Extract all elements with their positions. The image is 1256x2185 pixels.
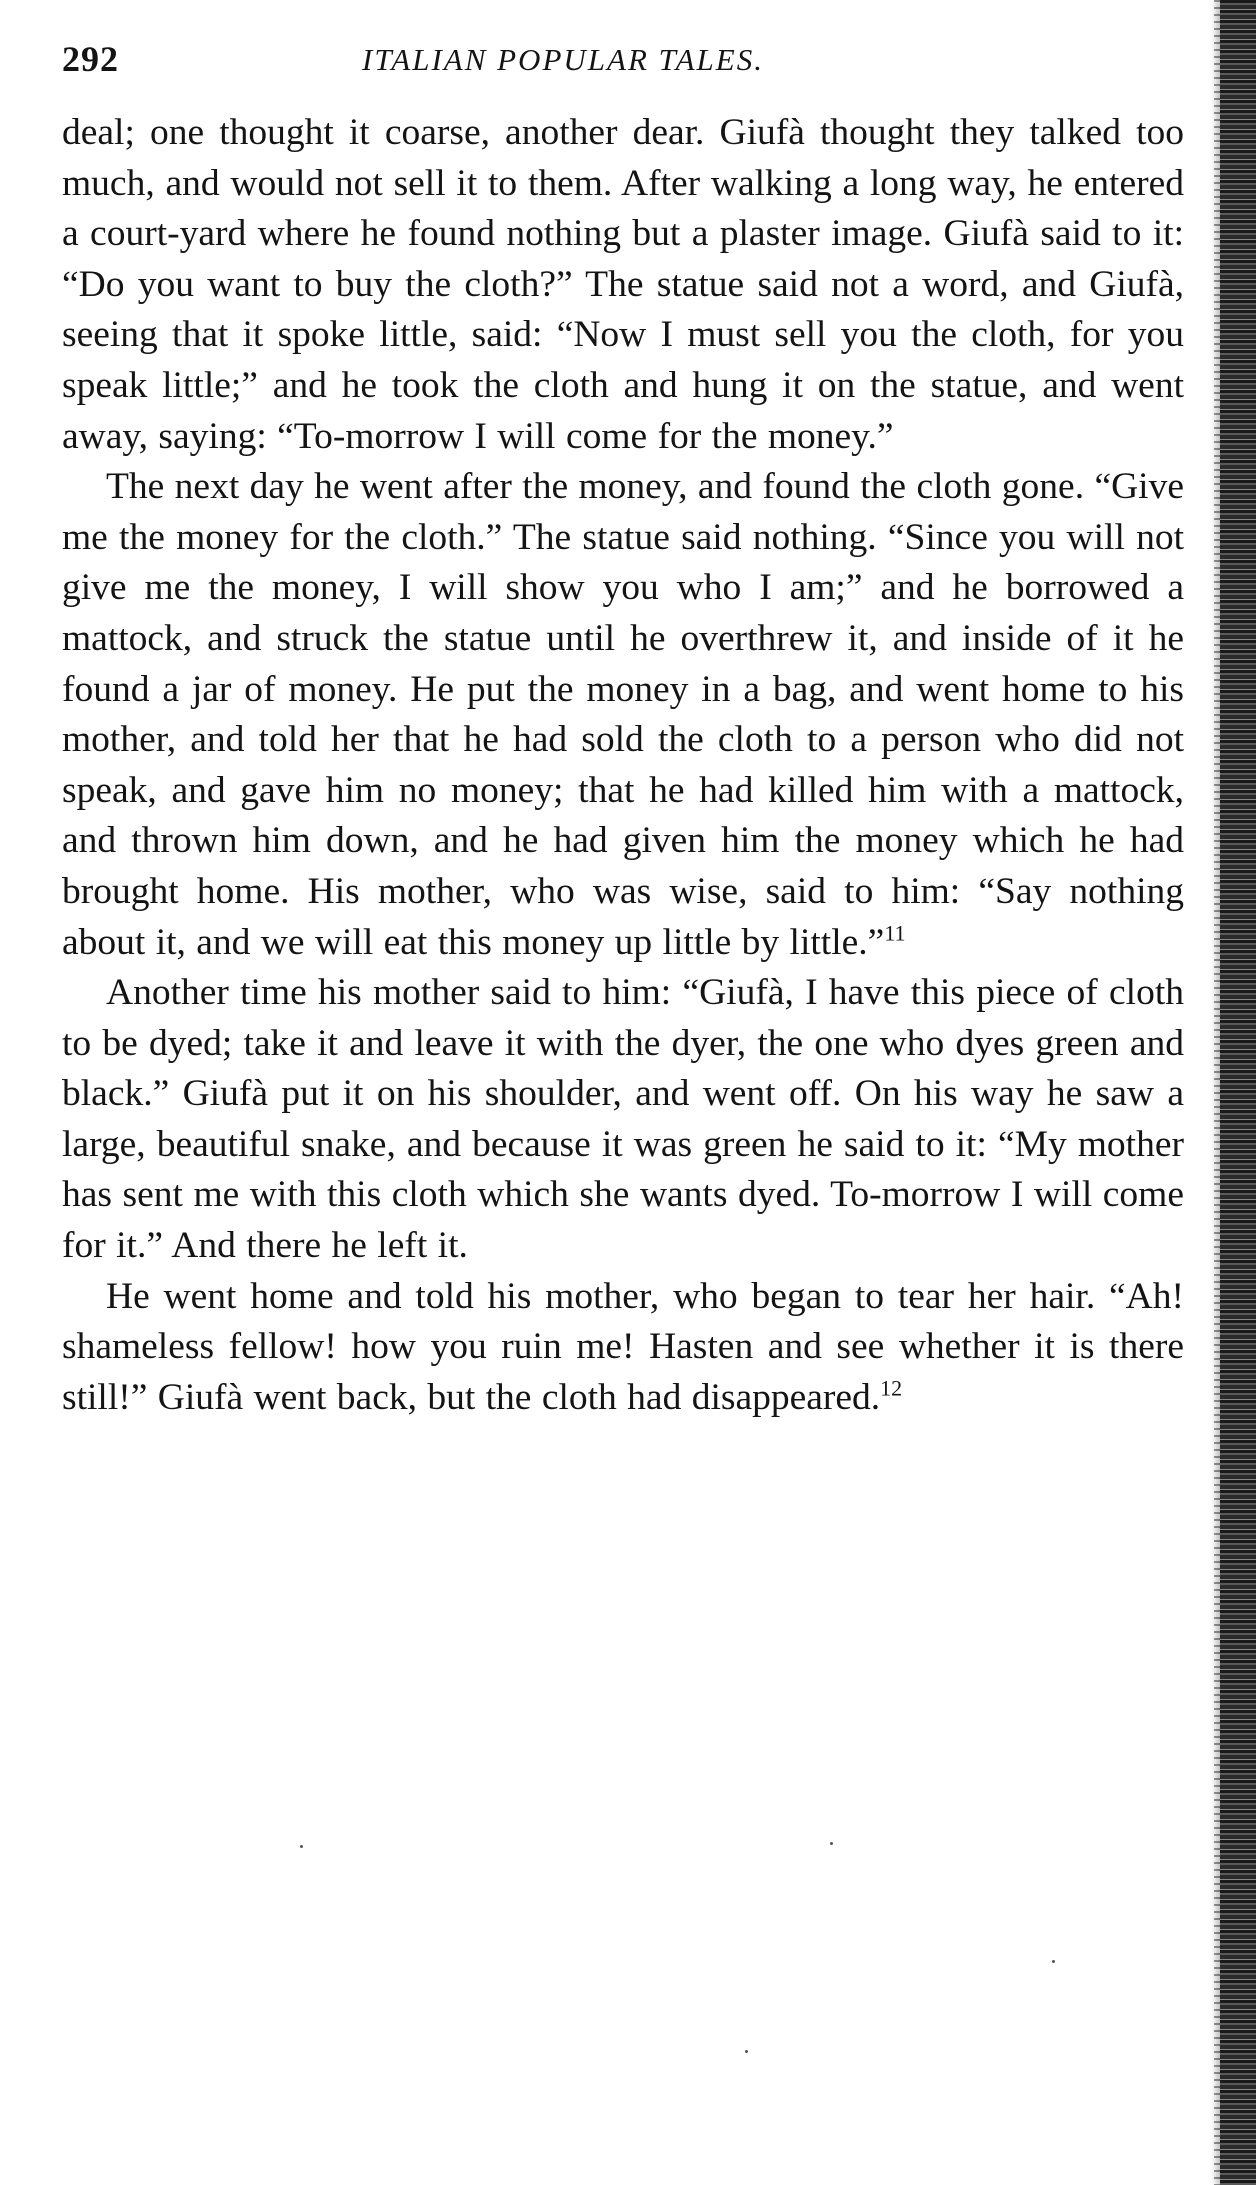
paper-speck [745,2050,748,2053]
paragraph-text: Another time his mother said to him: “Giufà, I have this piece of cloth to be dyed; take it and leave it with the dyer, the one who dyes green and black.” Giufà put it on his shoulder, and went off. On his way he saw a large, beautiful snake, and because it was green he said to it: “My mother has sent me with this cloth which she wants dyed. To-morrow I will come for it.” And there he left it. [62,972,1184,1267]
footnote-marker-12: 12 [880,1375,903,1401]
footnote-marker-11: 11 [884,920,906,945]
running-title: ITALIAN POPULAR TALES. [362,42,764,77]
paper-speck [300,1845,303,1848]
paragraph-text: deal; one thought it coarse, another dear. Giufà thought they talked too much, and would not sell it to them. After walking a long way, he entered a court-yard where he found nothing but a plaster image. Giufà said to it: “Do you want to buy the cloth?” The statue said not a word, and Giufà, seeing that it spoke little, said: “Now I must sell you the cloth, for you speak little;” and he took the cloth and hung it on the statue, and went away, saying: “To-morrow I will come for the money.” [62,112,1184,457]
paragraph-4 [62,1272,1184,1424]
paragraph-1 [62,108,1184,462]
paragraph-2 [62,462,1184,968]
body-text [62,108,1184,1423]
running-head [62,38,1182,88]
paragraph-3 [62,968,1184,1272]
paragraph-text: The next day he went after the money, and found the cloth gone. “Give me the money for the cloth.” The statue said nothing. “Since you will not give me the money, I will show you who I am;” and he borrowed a mattock, and struck the statue until he overthrew it, and inside of it he found a jar of money. He put the money in a bag, and went home to his mother, and told her that he had sold the cloth to a person who did not speak, and gave him no money; that he had killed him with a mattock, and thrown him down, and he had given him the money which he had brought home. His mother, who was wise, said to him: “Say nothing about it, and we will eat this money up little by little.” [62,466,1184,963]
book-binding-edge [1220,0,1256,2185]
paragraph-text: He went home and told his mother, who began to tear her hair. “Ah! shameless fellow! how you ruin me! Hasten and see whether it is there still!” Giufà went back, but the cloth had disappeared. [62,1275,1184,1418]
page-number: 292 [62,39,119,79]
paper-speck [830,1842,833,1845]
paper-speck [1052,1960,1055,1963]
